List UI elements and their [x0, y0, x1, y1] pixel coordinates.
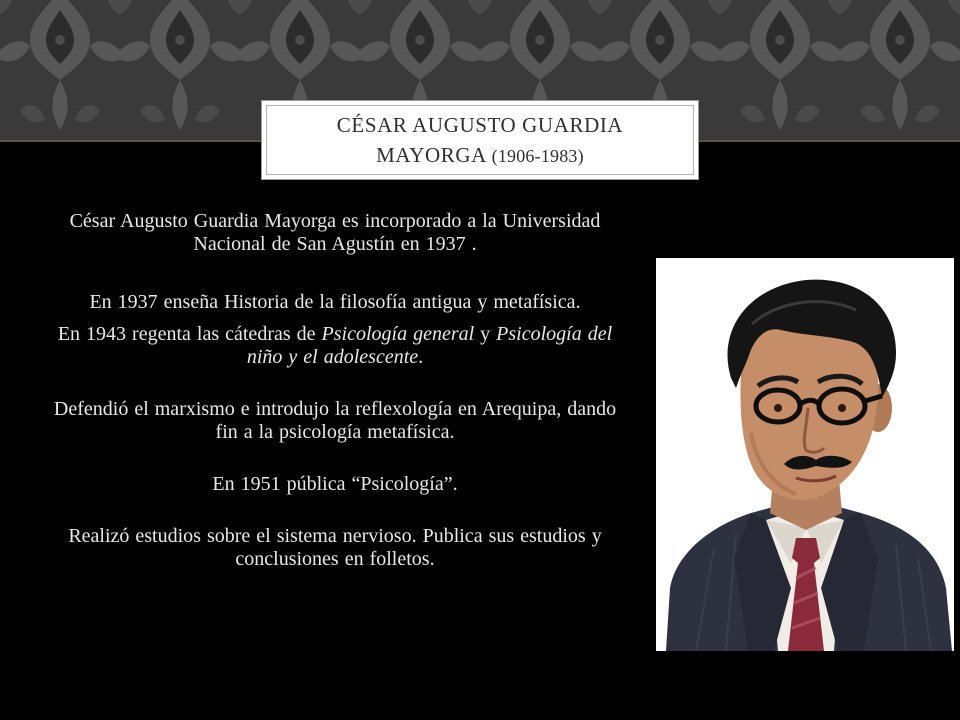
paragraph-chairs-conj: y [474, 323, 497, 345]
paragraph-teaching-1937: En 1937 enseña Historia de la filosofía antigua y metafísica. [89, 291, 581, 313]
paragraph-chairs-end: . [418, 346, 424, 368]
paragraph-marxism: Defendió el marxismo e introdujo la reflexología en Arequipa, dando fin a la psicología metafísica. [53, 398, 617, 443]
portrait-image [656, 258, 954, 651]
paragraph-chairs-prefix: En 1943 regenta las cátedras de [57, 323, 322, 345]
body-text [50, 210, 620, 571]
course-psicologia-nino: Psicología del niño y el adolescente [246, 323, 613, 368]
slide-title-line-1: CÉSAR AUGUSTO GUARDIA [336, 112, 624, 137]
paragraph-incorporation: César Augusto Guardia Mayorga es incorporado a la Universidad Nacional de San Agustín en 1937 . [69, 210, 601, 255]
title-box [261, 100, 699, 180]
title-frame [266, 105, 694, 175]
paragraph-chairs-1943 [50, 323, 620, 369]
slide-title-surname: MAYORGA [376, 142, 486, 167]
course-psicologia-general: Psicología general [321, 323, 475, 345]
slide-title-years: (1906-1983) [491, 145, 584, 166]
slide-title-line-2 [376, 140, 584, 171]
paragraph-publication-1951: En 1951 pública “Psicología”. [212, 473, 458, 495]
paragraph-nervous-system: Realizó estudios sobre el sistema nervioso. Publica sus estudios y conclusiones en folletos. [68, 525, 602, 570]
portrait-painting-icon [656, 258, 954, 651]
